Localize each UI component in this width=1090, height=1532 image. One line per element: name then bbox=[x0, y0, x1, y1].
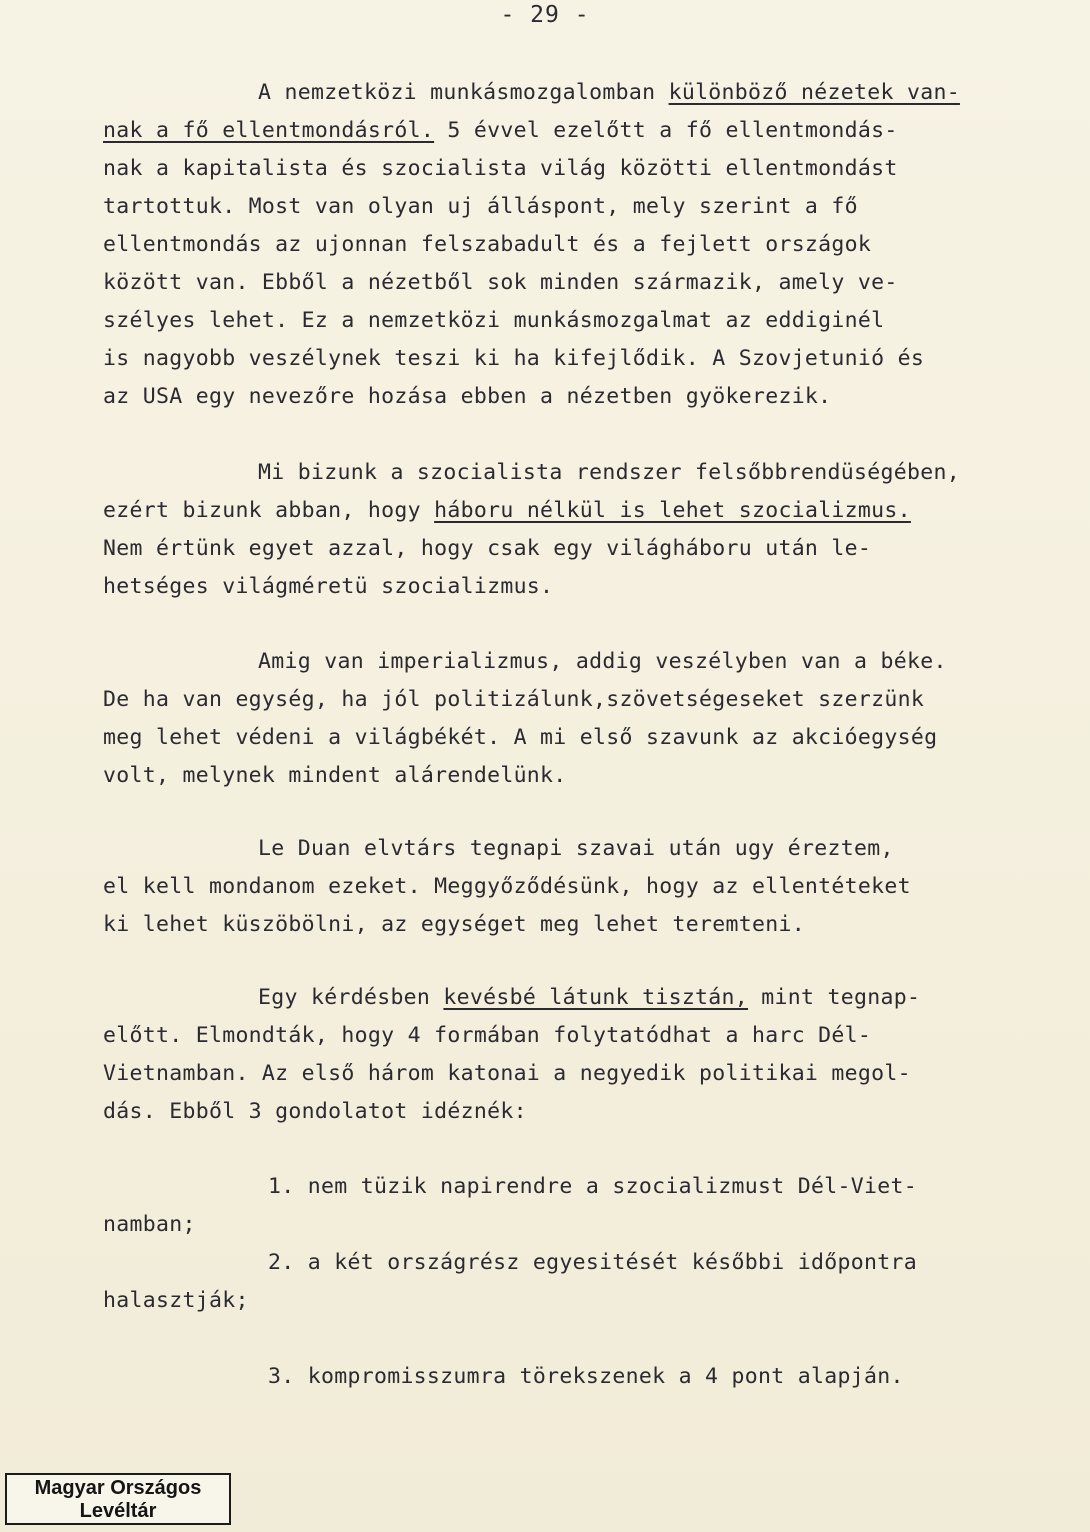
text-line: nak a fő ellentmondásról. 5 évvel ezelőtt a fő ellentmondás- bbox=[103, 118, 898, 143]
list-item-1 bbox=[103, 1168, 1063, 1244]
text-line: ellentmondás az ujonnan felszabadult és a fejlett országok bbox=[103, 232, 872, 257]
text-line: dás. Ebből 3 gondolatot idéznék: bbox=[103, 1099, 527, 1124]
list-item-3 bbox=[103, 1358, 1063, 1396]
text-line: De ha van egység, ha jól politizálunk,szövetségeseket szerzünk bbox=[103, 687, 925, 712]
underlined-phrase: különböző nézetek van- bbox=[668, 80, 960, 105]
text-line: között van. Ebből a nézetből sok minden származik, amely ve- bbox=[103, 270, 898, 295]
text-line: ezért bizunk abban, hogy háboru nélkül is lehet szocializmus. bbox=[103, 498, 911, 523]
text-line: nak a kapitalista és szocialista világ közötti ellentmondást bbox=[103, 156, 898, 181]
text-line: előtt. Elmondták, hogy 4 formában folytatódhat a harc Dél- bbox=[103, 1023, 872, 1048]
text-line: 1. nem tüzik napirendre a szocializmust Dél-Viet- bbox=[268, 1174, 917, 1199]
text-line: tartottuk. Most van olyan uj álláspont, mely szerint a fő bbox=[103, 194, 858, 219]
paragraph-2 bbox=[103, 454, 1063, 606]
text-line: namban; bbox=[103, 1212, 196, 1237]
paragraph-1 bbox=[103, 74, 1063, 416]
text-line: az USA egy nevezőre hozása ebben a nézetben gyökerezik. bbox=[103, 384, 832, 409]
text-line: ki lehet küszöbölni, az egységet meg lehet teremteni. bbox=[103, 912, 805, 937]
text-line: el kell mondanom ezeket. Meggyőződésünk, hogy az ellentéteket bbox=[103, 874, 911, 899]
text-line: A nemzetközi munkásmozgalomban különböző nézetek van- bbox=[258, 80, 960, 105]
text-line: Amig van imperializmus, addig veszélyben van a béke. bbox=[258, 649, 947, 674]
text-line: Egy kérdésben kevésbé látunk tisztán, mint tegnap- bbox=[258, 985, 921, 1010]
paragraph-3 bbox=[103, 643, 1063, 795]
stamp-line-1: Magyar Országos bbox=[34, 1477, 202, 1499]
archive-stamp bbox=[5, 1473, 231, 1525]
text-line: is nagyobb veszélynek teszi ki ha kifejlődik. A Szovjetunió és bbox=[103, 346, 925, 371]
text-line: volt, melynek mindent alárendelünk. bbox=[103, 763, 567, 788]
underlined-phrase: nak a fő ellentmondásról. bbox=[103, 118, 435, 143]
text-line: meg lehet védeni a világbékét. A mi első szavunk az akcióegység bbox=[103, 725, 938, 750]
paragraph-4 bbox=[103, 830, 1063, 944]
list-item-2 bbox=[103, 1244, 1063, 1320]
underlined-phrase: háboru nélkül is lehet szocializmus. bbox=[434, 498, 911, 523]
underlined-phrase: kevésbé látunk tisztán, bbox=[443, 985, 749, 1010]
text-line: halasztják; bbox=[103, 1288, 249, 1313]
text-line: 3. kompromisszumra törekszenek a 4 pont alapján. bbox=[268, 1364, 904, 1389]
stamp-line-2: Levéltár bbox=[79, 1500, 157, 1522]
text-line: Le Duan elvtárs tegnapi szavai után ugy éreztem, bbox=[258, 836, 894, 861]
text-line: hetséges világméretü szocializmus. bbox=[103, 574, 554, 599]
text-line: Mi bizunk a szocialista rendszer felsőbbrendüségében, bbox=[258, 460, 960, 485]
text-line: szélyes lehet. Ez a nemzetközi munkásmozgalmat az eddiginél bbox=[103, 308, 885, 333]
page-number: - 29 - bbox=[500, 2, 590, 28]
paragraph-5 bbox=[103, 979, 1063, 1131]
text-line: Vietnamban. Az első három katonai a negyedik politikai megol- bbox=[103, 1061, 911, 1086]
text-line: Nem értünk egyet azzal, hogy csak egy világháboru után le- bbox=[103, 536, 872, 561]
text-line: 2. a két országrész egyesitését későbbi időpontra bbox=[268, 1250, 917, 1275]
